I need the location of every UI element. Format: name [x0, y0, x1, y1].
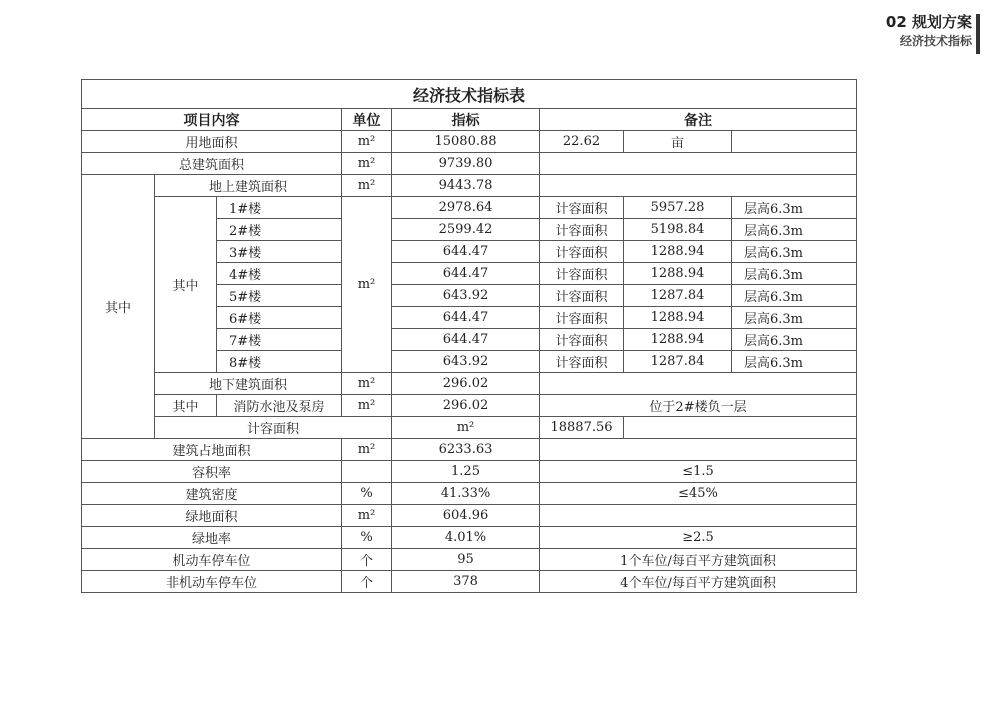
building-floor-height: 层高6.3m	[732, 307, 857, 329]
building-area-value: 2599.42	[392, 219, 540, 241]
building-name: 7#楼	[217, 329, 342, 351]
underground-value: 296.02	[392, 373, 540, 395]
building-floor-height: 层高6.3m	[732, 219, 857, 241]
col-header-value: 指标	[392, 109, 540, 131]
section-title: 02 规划方案	[885, 13, 972, 31]
building-area-value: 2978.64	[392, 197, 540, 219]
table-row-summary	[82, 571, 857, 593]
summary-note: ≤1.5	[540, 461, 857, 483]
building-far-value: 5957.28	[624, 197, 732, 219]
header-accent-bar	[976, 14, 980, 54]
building-far-label: 计容面积	[540, 329, 624, 351]
summary-label: 计容面积	[155, 417, 392, 439]
summary-unit: m²	[342, 505, 392, 527]
building-far-label: 计容面积	[540, 307, 624, 329]
summary-note: 4个车位/每百平方建筑面积	[540, 571, 857, 593]
summary-unit: 个	[342, 571, 392, 593]
summary-note: ≤45%	[540, 483, 857, 505]
building-far-label: 计容面积	[540, 285, 624, 307]
underground-sub-note: 位于2#楼负一层	[540, 395, 857, 417]
building-area-value: 644.47	[392, 307, 540, 329]
total-floor-area-label: 总建筑面积	[82, 153, 342, 175]
col-header-unit: 单位	[342, 109, 392, 131]
building-far-label: 计容面积	[540, 219, 624, 241]
building-far-label: 计容面积	[540, 241, 624, 263]
summary-unit	[342, 461, 392, 483]
sub-group-label-qizhong: 其中	[155, 197, 217, 373]
summary-label: 绿地面积	[82, 505, 342, 527]
building-name: 4#楼	[217, 263, 342, 285]
building-area-value: 643.92	[392, 285, 540, 307]
summary-unit: %	[342, 483, 392, 505]
building-far-value: 5198.84	[624, 219, 732, 241]
summary-value: 4.01%	[392, 527, 540, 549]
building-area-value: 644.47	[392, 241, 540, 263]
underground-label: 地下建筑面积	[155, 373, 342, 395]
building-area-value: 644.47	[392, 263, 540, 285]
table-row-summary	[82, 483, 857, 505]
summary-value: 41.33%	[392, 483, 540, 505]
summary-note: ≥2.5	[540, 527, 857, 549]
summary-label: 机动车停车位	[82, 549, 342, 571]
land-area-label: 用地面积	[82, 131, 342, 153]
row-total-floor-area	[82, 153, 857, 175]
col-header-item: 项目内容	[82, 109, 342, 131]
land-area-mu-unit: 亩	[624, 131, 732, 153]
table-row-summary	[82, 461, 857, 483]
summary-unit: m²	[392, 417, 540, 439]
summary-label: 绿地率	[82, 527, 342, 549]
total-floor-area-unit: m²	[342, 153, 392, 175]
group-label-qizhong: 其中	[82, 175, 155, 439]
summary-value: 378	[392, 571, 540, 593]
summary-value: 18887.56	[540, 417, 624, 439]
total-floor-area-note	[540, 153, 857, 175]
land-area-note-empty	[732, 131, 857, 153]
building-floor-height: 层高6.3m	[732, 263, 857, 285]
underground-note	[540, 373, 857, 395]
row-land-area	[82, 131, 857, 153]
table-row-summary	[82, 417, 857, 439]
above-ground-note	[540, 175, 857, 197]
building-far-label: 计容面积	[540, 263, 624, 285]
summary-label: 非机动车停车位	[82, 571, 342, 593]
building-name: 8#楼	[217, 351, 342, 373]
building-area-value: 644.47	[392, 329, 540, 351]
building-floor-height: 层高6.3m	[732, 329, 857, 351]
building-far-value: 1288.94	[624, 263, 732, 285]
building-name: 1#楼	[217, 197, 342, 219]
table-row-summary	[82, 439, 857, 461]
summary-unit: 个	[342, 549, 392, 571]
building-floor-height: 层高6.3m	[732, 351, 857, 373]
building-far-value: 1288.94	[624, 241, 732, 263]
summary-value: 95	[392, 549, 540, 571]
row-underground	[82, 373, 857, 395]
table-title: 经济技术指标表	[82, 80, 857, 109]
summary-value: 604.96	[392, 505, 540, 527]
table-row-summary	[82, 527, 857, 549]
summary-label: 建筑占地面积	[82, 439, 342, 461]
building-far-value: 1287.84	[624, 285, 732, 307]
building-area-value: 643.92	[392, 351, 540, 373]
building-far-label: 计容面积	[540, 351, 624, 373]
building-name: 2#楼	[217, 219, 342, 241]
table-row-building	[82, 197, 857, 219]
buildings-unit: m²	[342, 197, 392, 373]
table-header-row	[82, 109, 857, 131]
summary-value: 1.25	[392, 461, 540, 483]
underground-sub-label: 消防水池及泵房	[217, 395, 342, 417]
above-ground-label: 地上建筑面积	[155, 175, 342, 197]
above-ground-unit: m²	[342, 175, 392, 197]
summary-label: 建筑密度	[82, 483, 342, 505]
underground-sub-value: 296.02	[392, 395, 540, 417]
building-name: 5#楼	[217, 285, 342, 307]
building-name: 3#楼	[217, 241, 342, 263]
summary-note	[540, 439, 857, 461]
table-row-summary	[82, 505, 857, 527]
summary-note	[624, 417, 857, 439]
col-header-note: 备注	[540, 109, 857, 131]
land-area-value: 15080.88	[392, 131, 540, 153]
summary-label: 容积率	[82, 461, 342, 483]
land-area-mu: 22.62	[540, 131, 624, 153]
building-far-value: 1287.84	[624, 351, 732, 373]
building-far-label: 计容面积	[540, 197, 624, 219]
building-floor-height: 层高6.3m	[732, 285, 857, 307]
underground-unit: m²	[342, 373, 392, 395]
land-area-unit: m²	[342, 131, 392, 153]
underground-sub-unit: m²	[342, 395, 392, 417]
building-floor-height: 层高6.3m	[732, 241, 857, 263]
summary-value: 6233.63	[392, 439, 540, 461]
summary-note	[540, 505, 857, 527]
section-subtitle: 经济技术指标	[899, 34, 972, 48]
building-name: 6#楼	[217, 307, 342, 329]
building-far-value: 1288.94	[624, 307, 732, 329]
economic-indicator-table	[81, 79, 857, 593]
building-floor-height: 层高6.3m	[732, 197, 857, 219]
summary-note: 1个车位/每百平方建筑面积	[540, 549, 857, 571]
above-ground-value: 9443.78	[392, 175, 540, 197]
page-header	[886, 12, 972, 50]
building-far-value: 1288.94	[624, 329, 732, 351]
total-floor-area-value: 9739.80	[392, 153, 540, 175]
row-underground-sub	[82, 395, 857, 417]
underground-sub-group-label: 其中	[155, 395, 217, 417]
table-row-summary	[82, 549, 857, 571]
row-above-ground	[82, 175, 857, 197]
summary-unit: %	[342, 527, 392, 549]
summary-unit: m²	[342, 439, 392, 461]
